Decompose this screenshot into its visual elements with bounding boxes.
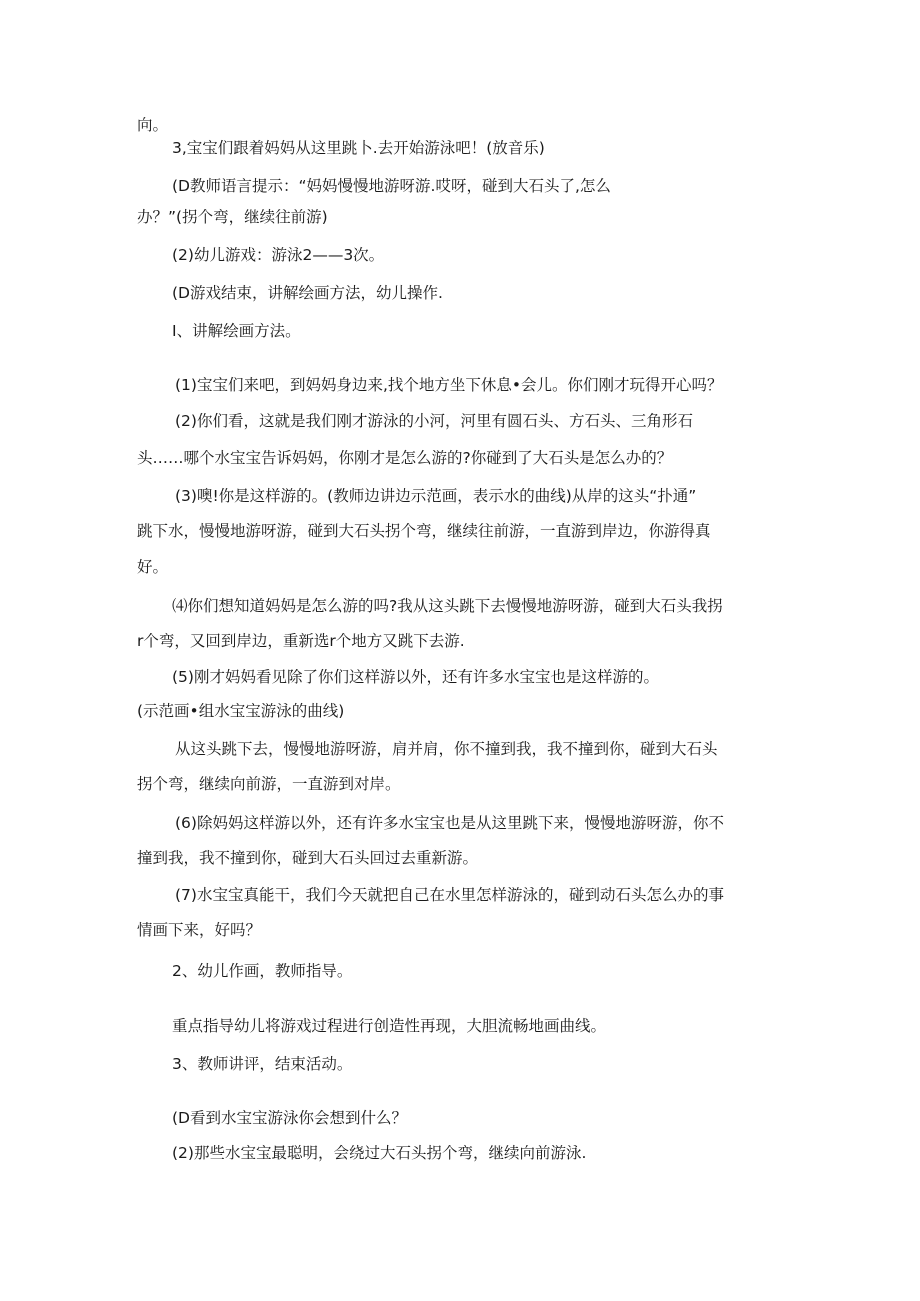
text-line: 跳下水，慢慢地游呀游，碰到大石头拐个弯，继续往前游，一直游到岸边，你游得真: [137, 522, 711, 540]
text-line: 好。: [137, 558, 169, 576]
text-line: 头……哪个水宝宝告诉妈妈，你刚才是怎么游的?你碰到了大石头是怎么办的？: [137, 449, 673, 467]
text-line: 办？”(拐个弯，继续往前游): [137, 208, 328, 226]
text-line: I、讲解绘画方法。: [172, 322, 301, 340]
text-line: 向。: [137, 116, 169, 134]
text-line: (5)刚才妈妈看见除了你们这样游以外，还有许多水宝宝也是这样游的。: [172, 668, 659, 686]
text-line: (D看到水宝宝游泳你会想到什么？: [172, 1109, 407, 1127]
text-line: 从这头跳下去，慢慢地游呀游，肩并肩，你不撞到我，我不撞到你，碰到大石头: [175, 740, 718, 758]
text-line: (6)除妈妈这样游以外，还有许多水宝宝也是从这里跳下来，慢慢地游呀游，你不: [175, 814, 724, 832]
text-line: (7)水宝宝真能干，我们今天就把自己在水里怎样游泳的，碰到动石头怎么办的事: [175, 886, 724, 904]
text-line: (2)幼儿游戏：游泳2——3次。: [172, 246, 385, 264]
text-line: 3、教师讲评，结束活动。: [172, 1055, 353, 1073]
text-line: (1)宝宝们来吧，到妈妈身边来,找个地方坐下休息•会儿。你们刚才玩得开心吗？: [175, 376, 723, 394]
text-line: ⑷你们想知道妈妈是怎么游的吗?我从这头跳下去慢慢地游呀游，碰到大石头我拐: [172, 597, 723, 615]
text-line: (2)那些水宝宝最聪明，会绕过大石头拐个弯，继续向前游泳.: [172, 1144, 587, 1162]
text-line: (D教师语言提示：“妈妈慢慢地游呀游.哎呀，碰到大石头了,怎么: [172, 177, 611, 195]
text-line: 2、幼儿作画，教师指导。: [172, 962, 353, 980]
text-line: (D游戏结束，讲解绘画方法，幼儿操作.: [172, 284, 443, 302]
text-line: 情画下来，好吗？: [137, 921, 262, 939]
text-line: r个弯，又回到岸边，重新选r个地方又跳下去游.: [137, 632, 465, 650]
text-line: (3)噢!你是这样游的。(教师边讲边示范画，表示水的曲线)从岸的这头“扑通”: [175, 487, 697, 505]
text-line: (2)你们看，这就是我们刚才游泳的小河，河里有圆石头、方石头、三角形石: [175, 412, 693, 430]
text-line: 重点指导幼儿将游戏过程进行创造性再现，大胆流畅地画曲线。: [172, 1017, 607, 1035]
text-line: 撞到我，我不撞到你，碰到大石头回过去重新游。: [137, 849, 479, 867]
text-line: 3,宝宝们跟着妈妈从这里跳卜.去开始游泳吧！(放音乐): [172, 139, 545, 157]
text-line: 拐个弯，继续向前游，一直游到对岸。: [137, 775, 401, 793]
text-line: (示范画•组水宝宝游泳的曲线): [137, 702, 345, 720]
